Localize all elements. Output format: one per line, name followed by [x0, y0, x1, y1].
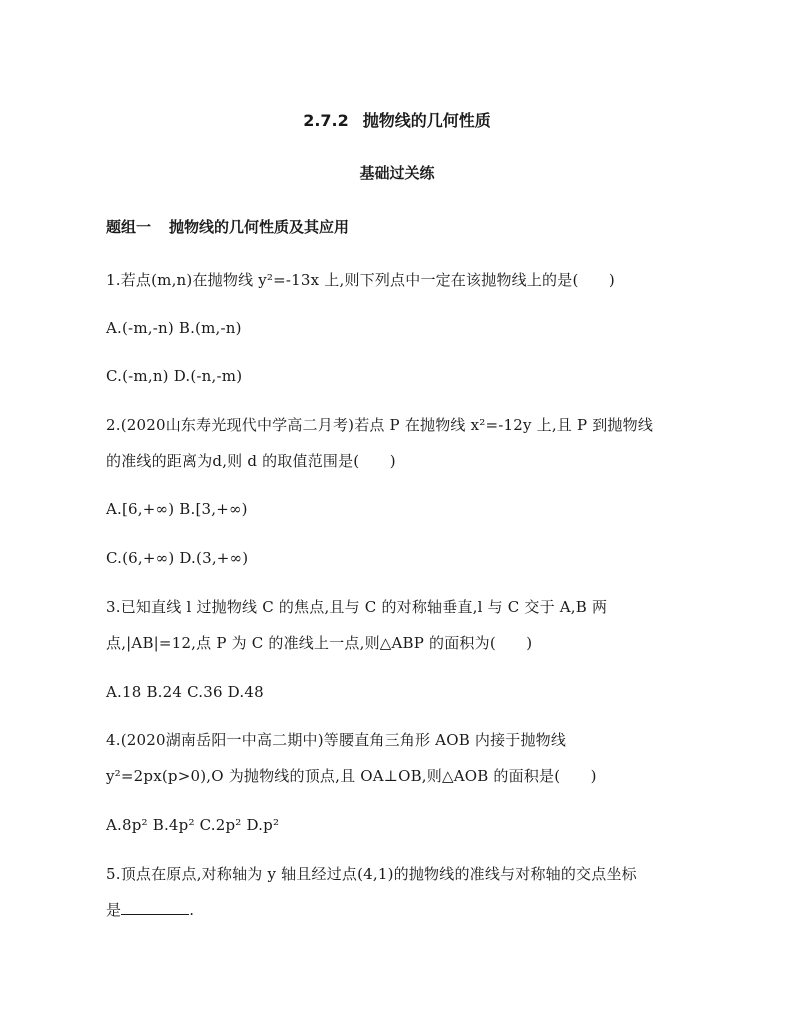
question-1-options-ab: A.(-m,-n) B.(m,-n) — [106, 319, 242, 337]
question-2-options-ab: A.[6,+∞) B.[3,+∞) — [106, 500, 248, 518]
question-2-line-2: 的准线的距离为d,则 d 的取值范围是( ) — [106, 452, 396, 470]
question-3-options: A.18 B.24 C.36 D.48 — [106, 683, 264, 701]
group-label: 题组一 — [106, 218, 152, 236]
question-4-options: A.8p² B.4p² C.2p² D.p² — [106, 816, 280, 834]
question-group-heading — [106, 216, 349, 237]
question-5-line-2 — [106, 900, 194, 920]
question-4-line-2: y²=2px(p>0),O 为抛物线的顶点,且 OA⊥OB,则△AOB 的面积是( ) — [106, 767, 597, 785]
group-title: 抛物线的几何性质及其应用 — [169, 218, 350, 236]
section-title: 抛物线的几何性质 — [362, 111, 491, 130]
page-title — [0, 108, 794, 131]
question-1: 1.若点(m,n)在抛物线 y²=-13x 上,则下列点中一定在该抛物线上的是( ) — [106, 271, 615, 289]
question-5-prefix: 是 — [106, 901, 122, 919]
question-5-suffix: . — [189, 901, 195, 919]
question-2-options-cd: C.(6,+∞) D.(3,+∞) — [106, 549, 249, 567]
question-1-options-cd: C.(-m,n) D.(-n,-m) — [106, 367, 243, 385]
question-3-line-1: 3.已知直线 l 过抛物线 C 的焦点,且与 C 的对称轴垂直,l 与 C 交于 A,B 两 — [106, 598, 608, 616]
question-5-line-1: 5.顶点在原点,对称轴为 y 轴且经过点(4,1)的抛物线的准线与对称轴的交点坐标 — [106, 865, 637, 883]
section-number: 2.7.2 — [303, 111, 349, 130]
question-3-line-2: 点,|AB|=12,点 P 为 C 的准线上一点,则△ABP 的面积为( ) — [106, 634, 533, 652]
question-4-line-1: 4.(2020湖南岳阳一中高二期中)等腰直角三角形 AOB 内接于抛物线 — [106, 731, 567, 749]
subtitle: 基础过关练 — [359, 164, 435, 182]
question-2-line-1: 2.(2020山东寿光现代中学高二月考)若点 P 在抛物线 x²=-12y 上,且 P 到抛物线 — [106, 416, 654, 434]
answer-blank[interactable] — [121, 900, 189, 915]
